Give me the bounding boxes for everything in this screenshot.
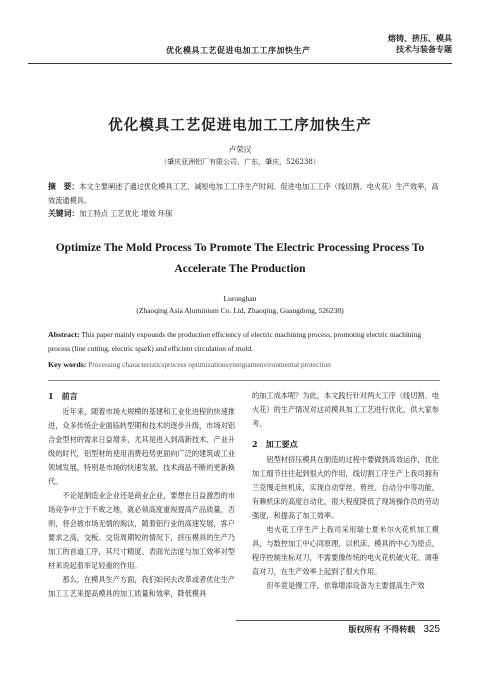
- english-title: Optimize The Mold Process To Promote The Electric Processing Process To Accelerate The Production: [55, 242, 425, 275]
- chinese-keywords-label: 关键词：: [48, 209, 80, 218]
- english-keywords: [48, 360, 438, 369]
- english-abstract: [48, 328, 438, 356]
- chinese-author: 卢荣汉: [228, 145, 252, 154]
- chinese-abstract-text: 本文主要阐述了通过优化模具工艺，减短电加工工序生产时间。促进电加工工序（线切割、电火花）生产效率，高效流通模具。: [48, 182, 439, 205]
- section-1-paragraph-1: 近年来，随着市场大规模的基建和工业化进程的快速推进，众多传统企业面临转型期和技术的逐步升级，市场对铝合金型材的需求日益增多，尤其是进入到高新技术、产业升级的时代，铝型材的使用消费趋势更面向广泛的建筑或工业领域发展，特别是市场的快速发展，技术商品不断的更新换代。: [48, 407, 235, 486]
- running-head: [28, 30, 452, 64]
- footer-text: 版权所有 不得转载: [348, 624, 416, 634]
- section-divider: [48, 380, 440, 381]
- chinese-keywords-text: 加工特点 工艺优化 增效 环保: [79, 209, 173, 218]
- section-1-paragraph-2: 不论是制造业企业还是商业企业，要想在日益激烈的市场竞争中立于不败之地，就必须高度重视提高产品质量，否则，将会被市场无情的淘汰，随着铝行业的高速发展，客户要求之高，交板、交货周期短的情况下，挤压模具的生产乃加工的首道工序，其尺寸精度、表面光洁度与加工效率对型材来说起着举足轻重的作用。: [48, 491, 235, 570]
- english-keywords-label: Key words:: [48, 360, 87, 369]
- body-column-left: [48, 389, 235, 601]
- section-1-paragraph-3: 那么，在模具生产方面，我们如何去改革或者优化生产加工工艺来提高模具的加工质量和效率，降低模具: [48, 575, 235, 598]
- english-keywords-text: Processing characteristicsprocess optimizationsynergiamenvironmental protection: [86, 360, 331, 369]
- journal-line-1: 熔铸、挤压、模具: [388, 33, 452, 43]
- section-2-paragraph-3: 但毕竟是慢工序，依靠增添设备为主要提高生产效: [266, 581, 425, 590]
- english-affiliation: (Zhaoqing Asia Aluminium Co. Ltd, Zhaoqing, Guangdong, 526238): [136, 306, 344, 315]
- chinese-title: 优化模具工艺促进电加工工序加快生产: [108, 117, 372, 134]
- english-abstract-label: Abstract:: [48, 330, 80, 339]
- running-head-title: 优化模具工艺促进电加工工序加快生产: [166, 45, 311, 55]
- section-1-heading: 1 前言: [48, 391, 78, 401]
- chinese-affiliation: （肇庆亚洲铝厂有限公司，广东，肇庆，526238）: [160, 158, 320, 166]
- english-abstract-text: This paper mainly expounds the production efficiency of electric machining process, promoting electric machining process (line cutting, electric spark) and efficient circulation of mold.: [48, 330, 422, 353]
- page-number: 325: [423, 624, 440, 635]
- body-column-right: [252, 389, 439, 593]
- page-footer: [236, 620, 440, 636]
- section-2-heading: 2 加工要点: [252, 439, 298, 449]
- section-1-continuation: 的加工成本呢？为此，本文践行针对两大工序（线切割、电火花）的生产情况对这司模具加工工艺进行优化，供大家参考。: [252, 391, 439, 428]
- journal-line-2: 技术与装备专题: [396, 44, 452, 54]
- section-2-paragraph-2: 电火花工序生产上我司采用瑞士夏米尔火花机加工模具，与数控加工中心同原理，以机床、模具的中心为原点，程序控制坐标对刀，不需要像传统的电火花机破火花、调垂直对刀，在生产效率上起到了很大作用。: [252, 525, 439, 576]
- chinese-abstract-label: 摘 要：: [48, 182, 80, 191]
- chinese-keywords: [48, 208, 440, 219]
- running-head-journal: [388, 33, 452, 55]
- footer-copyright: [349, 624, 440, 635]
- english-author: Luronghan: [223, 294, 257, 303]
- chinese-abstract: [48, 180, 440, 208]
- section-2-paragraph-1: 铝型材挤压模具在制造的过程中要做到高效运作，优化加工细节往往起到很大的作用，线切割工序生产上我司拥有兰克慢走丝机床，实现自动穿丝、剪丝、自动分中等功能，有赖机床的高度自动化，很大程度降低了现场操作员的劳动强度，和提高了加工效率。: [252, 455, 439, 520]
